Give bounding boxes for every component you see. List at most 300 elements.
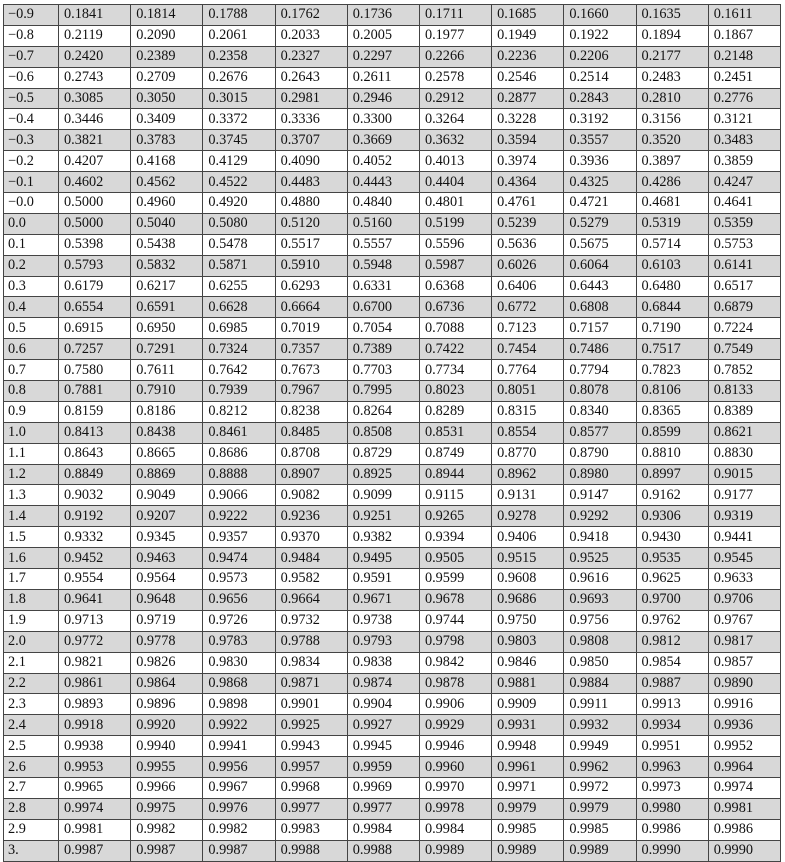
probability-cell: 0.7764 — [492, 360, 564, 381]
probability-cell: 0.2090 — [131, 25, 203, 46]
probability-cell: 0.9803 — [492, 631, 564, 652]
probability-cell: 0.9793 — [347, 631, 419, 652]
z-value-cell: 3. — [4, 840, 59, 861]
probability-cell: 0.9430 — [636, 527, 708, 548]
z-value-cell: 2.1 — [4, 652, 59, 673]
z-value-cell: 2.9 — [4, 819, 59, 840]
probability-cell: 0.9656 — [203, 589, 275, 610]
probability-cell: 0.7910 — [131, 381, 203, 402]
probability-cell: 0.9965 — [59, 777, 131, 798]
probability-cell: 0.9878 — [419, 673, 491, 694]
probability-cell: 0.6628 — [203, 297, 275, 318]
probability-cell: 0.3897 — [636, 151, 708, 172]
z-value-cell: 0.1 — [4, 234, 59, 255]
probability-cell: 0.9788 — [275, 631, 347, 652]
probability-cell: 0.5160 — [347, 213, 419, 234]
z-value-cell: 1.5 — [4, 527, 59, 548]
z-value-cell: 2.6 — [4, 757, 59, 778]
probability-cell: 0.9909 — [492, 694, 564, 715]
probability-cell: 0.9988 — [275, 840, 347, 861]
probability-cell: 0.9817 — [708, 631, 780, 652]
z-value-cell: 0.6 — [4, 339, 59, 360]
probability-cell: 0.3557 — [564, 130, 636, 151]
table-row — [4, 464, 781, 485]
probability-cell: 0.9980 — [636, 798, 708, 819]
probability-cell: 0.9936 — [708, 715, 780, 736]
probability-cell: 0.9971 — [492, 777, 564, 798]
probability-cell: 0.9881 — [492, 673, 564, 694]
z-value-cell: 1.3 — [4, 485, 59, 506]
probability-cell: 0.7291 — [131, 339, 203, 360]
probability-cell: 0.9934 — [636, 715, 708, 736]
probability-cell: 0.4880 — [275, 193, 347, 214]
probability-cell: 0.1660 — [564, 5, 636, 26]
probability-cell: 0.9082 — [275, 485, 347, 506]
probability-cell: 0.2776 — [708, 88, 780, 109]
probability-cell: 0.1711 — [419, 5, 491, 26]
probability-cell: 0.9979 — [492, 798, 564, 819]
z-value-cell: −0.5 — [4, 88, 59, 109]
probability-cell: 0.1977 — [419, 25, 491, 46]
probability-cell: 0.9988 — [347, 840, 419, 861]
probability-cell: 0.9916 — [708, 694, 780, 715]
table-row — [4, 527, 781, 548]
probability-cell: 0.5910 — [275, 255, 347, 276]
probability-cell: 0.6331 — [347, 276, 419, 297]
probability-cell: 0.4840 — [347, 193, 419, 214]
table-row — [4, 777, 781, 798]
probability-cell: 0.9525 — [564, 548, 636, 569]
probability-cell: 0.5478 — [203, 234, 275, 255]
probability-cell: 0.8643 — [59, 443, 131, 464]
table-row — [4, 46, 781, 67]
table-row — [4, 485, 781, 506]
probability-cell: 0.6915 — [59, 318, 131, 339]
probability-cell: 0.9762 — [636, 610, 708, 631]
probability-cell: 0.3192 — [564, 109, 636, 130]
z-value-cell: 1.8 — [4, 589, 59, 610]
probability-cell: 0.8531 — [419, 422, 491, 443]
probability-cell: 0.4641 — [708, 193, 780, 214]
probability-cell: 0.9251 — [347, 506, 419, 527]
probability-cell: 0.9821 — [59, 652, 131, 673]
probability-cell: 0.9977 — [347, 798, 419, 819]
probability-cell: 0.9976 — [203, 798, 275, 819]
probability-cell: 0.9893 — [59, 694, 131, 715]
probability-cell: 0.9932 — [564, 715, 636, 736]
probability-cell: 0.6808 — [564, 297, 636, 318]
probability-cell: 0.5714 — [636, 234, 708, 255]
probability-cell: 0.9772 — [59, 631, 131, 652]
probability-cell: 0.9686 — [492, 589, 564, 610]
probability-cell: 0.6736 — [419, 297, 491, 318]
probability-cell: 0.4207 — [59, 151, 131, 172]
probability-cell: 0.4761 — [492, 193, 564, 214]
table-row — [4, 589, 781, 610]
probability-cell: 0.9207 — [131, 506, 203, 527]
probability-cell: 0.6517 — [708, 276, 780, 297]
probability-cell: 0.5319 — [636, 213, 708, 234]
probability-cell: 0.1949 — [492, 25, 564, 46]
probability-cell: 0.9969 — [347, 777, 419, 798]
probability-cell: 0.9953 — [59, 757, 131, 778]
probability-cell: 0.9955 — [131, 757, 203, 778]
table-row — [4, 610, 781, 631]
probability-cell: 0.9929 — [419, 715, 491, 736]
probability-cell: 0.2483 — [636, 67, 708, 88]
probability-cell: 0.5987 — [419, 255, 491, 276]
probability-cell: 0.1685 — [492, 5, 564, 26]
probability-cell: 0.2676 — [203, 67, 275, 88]
table-body — [4, 5, 781, 862]
probability-cell: 0.9463 — [131, 548, 203, 569]
probability-cell: 0.7823 — [636, 360, 708, 381]
probability-cell: 0.5636 — [492, 234, 564, 255]
probability-cell: 0.9545 — [708, 548, 780, 569]
table-row — [4, 443, 781, 464]
probability-cell: 0.9987 — [203, 840, 275, 861]
z-value-cell: 2.3 — [4, 694, 59, 715]
probability-cell: 0.9591 — [347, 569, 419, 590]
table-row — [4, 151, 781, 172]
probability-cell: 0.6772 — [492, 297, 564, 318]
probability-cell: 0.9884 — [564, 673, 636, 694]
probability-cell: 0.7088 — [419, 318, 491, 339]
probability-cell: 0.8461 — [203, 422, 275, 443]
probability-cell: 0.9864 — [131, 673, 203, 694]
z-value-cell: 0.8 — [4, 381, 59, 402]
probability-cell: 0.8770 — [492, 443, 564, 464]
probability-cell: 0.6026 — [492, 255, 564, 276]
probability-cell: 0.7357 — [275, 339, 347, 360]
probability-cell: 0.9868 — [203, 673, 275, 694]
probability-cell: 0.5438 — [131, 234, 203, 255]
probability-cell: 0.7190 — [636, 318, 708, 339]
probability-cell: 0.7422 — [419, 339, 491, 360]
probability-cell: 0.9962 — [564, 757, 636, 778]
probability-cell: 0.9978 — [419, 798, 491, 819]
probability-cell: 0.9505 — [419, 548, 491, 569]
probability-cell: 0.9981 — [708, 798, 780, 819]
probability-cell: 0.1867 — [708, 25, 780, 46]
probability-cell: 0.9951 — [636, 736, 708, 757]
probability-cell: 0.9922 — [203, 715, 275, 736]
probability-cell: 0.9874 — [347, 673, 419, 694]
probability-cell: 0.9515 — [492, 548, 564, 569]
probability-cell: 0.5000 — [59, 213, 131, 234]
probability-cell: 0.8186 — [131, 401, 203, 422]
probability-cell: 0.7881 — [59, 381, 131, 402]
table-row — [4, 569, 781, 590]
probability-cell: 0.9904 — [347, 694, 419, 715]
probability-cell: 0.8485 — [275, 422, 347, 443]
table-row — [4, 673, 781, 694]
probability-cell: 0.8997 — [636, 464, 708, 485]
probability-cell: 0.6141 — [708, 255, 780, 276]
probability-cell: 0.9418 — [564, 527, 636, 548]
z-value-cell: 1.7 — [4, 569, 59, 590]
probability-cell: 0.9783 — [203, 631, 275, 652]
probability-cell: 0.8340 — [564, 401, 636, 422]
probability-cell: 0.9964 — [708, 757, 780, 778]
probability-cell: 0.1762 — [275, 5, 347, 26]
probability-cell: 0.9979 — [564, 798, 636, 819]
probability-cell: 0.9896 — [131, 694, 203, 715]
probability-cell: 0.7224 — [708, 318, 780, 339]
probability-cell: 0.7054 — [347, 318, 419, 339]
probability-cell: 0.7734 — [419, 360, 491, 381]
probability-cell: 0.9744 — [419, 610, 491, 631]
probability-cell: 0.9564 — [131, 569, 203, 590]
probability-cell: 0.9147 — [564, 485, 636, 506]
probability-cell: 0.9967 — [203, 777, 275, 798]
probability-cell: 0.9982 — [203, 819, 275, 840]
probability-cell: 0.9984 — [419, 819, 491, 840]
probability-cell: 0.9162 — [636, 485, 708, 506]
probability-cell: 0.2358 — [203, 46, 275, 67]
z-value-cell: −0.6 — [4, 67, 59, 88]
z-value-cell: −0.4 — [4, 109, 59, 130]
probability-cell: 0.9898 — [203, 694, 275, 715]
probability-cell: 0.6985 — [203, 318, 275, 339]
probability-cell: 0.9990 — [708, 840, 780, 861]
probability-cell: 0.6554 — [59, 297, 131, 318]
probability-cell: 0.4129 — [203, 151, 275, 172]
probability-cell: 0.6103 — [636, 255, 708, 276]
table-row — [4, 234, 781, 255]
probability-cell: 0.9345 — [131, 527, 203, 548]
z-value-cell: 0.5 — [4, 318, 59, 339]
probability-cell: 0.3264 — [419, 109, 491, 130]
probability-cell: 0.5871 — [203, 255, 275, 276]
table-row — [4, 381, 781, 402]
probability-cell: 0.9854 — [636, 652, 708, 673]
table-row — [4, 548, 781, 569]
probability-cell: 0.6064 — [564, 255, 636, 276]
probability-cell: 0.8962 — [492, 464, 564, 485]
probability-cell: 0.8023 — [419, 381, 491, 402]
probability-cell: 0.4325 — [564, 172, 636, 193]
probability-cell: 0.6368 — [419, 276, 491, 297]
probability-cell: 0.8729 — [347, 443, 419, 464]
probability-cell: 0.9554 — [59, 569, 131, 590]
probability-cell: 0.9713 — [59, 610, 131, 631]
probability-cell: 0.3632 — [419, 130, 491, 151]
probability-cell: 0.9808 — [564, 631, 636, 652]
probability-cell: 0.8980 — [564, 464, 636, 485]
probability-cell: 0.6217 — [131, 276, 203, 297]
probability-cell: 0.7454 — [492, 339, 564, 360]
table-row — [4, 401, 781, 422]
probability-cell: 0.5753 — [708, 234, 780, 255]
z-value-cell: 2.2 — [4, 673, 59, 694]
probability-cell: 0.6179 — [59, 276, 131, 297]
z-value-cell: −0.2 — [4, 151, 59, 172]
probability-cell: 0.4681 — [636, 193, 708, 214]
table-row — [4, 422, 781, 443]
probability-cell: 0.3015 — [203, 88, 275, 109]
probability-cell: 0.9986 — [636, 819, 708, 840]
table-row — [4, 193, 781, 214]
probability-cell: 0.9946 — [419, 736, 491, 757]
probability-cell: 0.9963 — [636, 757, 708, 778]
probability-cell: 0.9956 — [203, 757, 275, 778]
probability-cell: 0.9941 — [203, 736, 275, 757]
probability-cell: 0.9236 — [275, 506, 347, 527]
probability-cell: 0.4721 — [564, 193, 636, 214]
probability-cell: 0.9985 — [492, 819, 564, 840]
z-value-cell: 0.4 — [4, 297, 59, 318]
probability-cell: 0.1894 — [636, 25, 708, 46]
probability-cell: 0.8888 — [203, 464, 275, 485]
probability-cell: 0.9981 — [59, 819, 131, 840]
probability-cell: 0.9049 — [131, 485, 203, 506]
table-row — [4, 715, 781, 736]
probability-cell: 0.7517 — [636, 339, 708, 360]
probability-cell: 0.9975 — [131, 798, 203, 819]
probability-cell: 0.4522 — [203, 172, 275, 193]
z-value-cell: 1.1 — [4, 443, 59, 464]
table-row — [4, 694, 781, 715]
probability-cell: 0.2912 — [419, 88, 491, 109]
probability-cell: 0.8238 — [275, 401, 347, 422]
probability-cell: 0.9015 — [708, 464, 780, 485]
table-row — [4, 736, 781, 757]
probability-cell: 0.8925 — [347, 464, 419, 485]
probability-cell: 0.3085 — [59, 88, 131, 109]
table-row — [4, 840, 781, 861]
probability-cell: 0.9700 — [636, 589, 708, 610]
probability-cell: 0.5120 — [275, 213, 347, 234]
probability-cell: 0.5948 — [347, 255, 419, 276]
probability-cell: 0.3974 — [492, 151, 564, 172]
table-row — [4, 67, 781, 88]
probability-cell: 0.1788 — [203, 5, 275, 26]
probability-cell: 0.3446 — [59, 109, 131, 130]
probability-cell: 0.8289 — [419, 401, 491, 422]
probability-cell: 0.5359 — [708, 213, 780, 234]
probability-cell: 0.9959 — [347, 757, 419, 778]
table-row — [4, 506, 781, 527]
probability-cell: 0.4483 — [275, 172, 347, 193]
table-row — [4, 652, 781, 673]
probability-cell: 0.9986 — [708, 819, 780, 840]
probability-cell: 0.9890 — [708, 673, 780, 694]
probability-cell: 0.2061 — [203, 25, 275, 46]
probability-cell: 0.3372 — [203, 109, 275, 130]
table-row — [4, 318, 781, 339]
probability-cell: 0.6950 — [131, 318, 203, 339]
probability-cell: 0.9982 — [131, 819, 203, 840]
probability-cell: 0.9918 — [59, 715, 131, 736]
table-row — [4, 109, 781, 130]
probability-cell: 0.2743 — [59, 67, 131, 88]
z-value-cell: 2.4 — [4, 715, 59, 736]
probability-cell: 0.2877 — [492, 88, 564, 109]
probability-cell: 0.3300 — [347, 109, 419, 130]
probability-cell: 0.9985 — [564, 819, 636, 840]
probability-cell: 0.9599 — [419, 569, 491, 590]
z-value-cell: 0.3 — [4, 276, 59, 297]
probability-cell: 0.2389 — [131, 46, 203, 67]
probability-cell: 0.5398 — [59, 234, 131, 255]
probability-cell: 0.8749 — [419, 443, 491, 464]
probability-cell: 0.5080 — [203, 213, 275, 234]
probability-cell: 0.9452 — [59, 548, 131, 569]
probability-cell: 0.8849 — [59, 464, 131, 485]
probability-cell: 0.5793 — [59, 255, 131, 276]
probability-cell: 0.9989 — [492, 840, 564, 861]
probability-cell: 0.2981 — [275, 88, 347, 109]
normal-distribution-table — [3, 4, 780, 862]
probability-cell: 0.6255 — [203, 276, 275, 297]
probability-cell: 0.9871 — [275, 673, 347, 694]
table-row — [4, 757, 781, 778]
probability-cell: 0.3669 — [347, 130, 419, 151]
probability-cell: 0.7703 — [347, 360, 419, 381]
probability-cell: 0.7580 — [59, 360, 131, 381]
probability-cell: 0.2327 — [275, 46, 347, 67]
probability-cell: 0.8133 — [708, 381, 780, 402]
probability-cell: 0.9265 — [419, 506, 491, 527]
probability-cell: 0.4247 — [708, 172, 780, 193]
probability-cell: 0.3821 — [59, 130, 131, 151]
probability-cell: 0.9961 — [492, 757, 564, 778]
probability-cell: 0.9625 — [636, 569, 708, 590]
probability-cell: 0.2843 — [564, 88, 636, 109]
z-value-cell: −0.8 — [4, 25, 59, 46]
z-value-cell: 0.0 — [4, 213, 59, 234]
probability-cell: 0.9582 — [275, 569, 347, 590]
probability-cell: 0.9987 — [59, 840, 131, 861]
probability-cell: 0.9913 — [636, 694, 708, 715]
probability-cell: 0.8907 — [275, 464, 347, 485]
probability-cell: 0.1611 — [708, 5, 780, 26]
probability-cell: 0.9927 — [347, 715, 419, 736]
probability-cell: 0.8212 — [203, 401, 275, 422]
probability-cell: 0.9838 — [347, 652, 419, 673]
probability-cell: 0.9732 — [275, 610, 347, 631]
probability-cell: 0.1635 — [636, 5, 708, 26]
probability-cell: 0.9778 — [131, 631, 203, 652]
probability-cell: 0.8869 — [131, 464, 203, 485]
probability-cell: 0.8389 — [708, 401, 780, 422]
table-row — [4, 297, 781, 318]
probability-cell: 0.9949 — [564, 736, 636, 757]
probability-cell: 0.9960 — [419, 757, 491, 778]
probability-cell: 0.9984 — [347, 819, 419, 840]
probability-cell: 0.2514 — [564, 67, 636, 88]
probability-cell: 0.6480 — [636, 276, 708, 297]
probability-cell: 0.2266 — [419, 46, 491, 67]
probability-cell: 0.4013 — [419, 151, 491, 172]
probability-cell: 0.1814 — [131, 5, 203, 26]
probability-cell: 0.7673 — [275, 360, 347, 381]
probability-cell: 0.9719 — [131, 610, 203, 631]
probability-cell: 0.9850 — [564, 652, 636, 673]
z-value-cell: 2.0 — [4, 631, 59, 652]
probability-cell: 0.4052 — [347, 151, 419, 172]
probability-cell: 0.9484 — [275, 548, 347, 569]
probability-cell: 0.5832 — [131, 255, 203, 276]
probability-cell: 0.9968 — [275, 777, 347, 798]
probability-cell: 0.9441 — [708, 527, 780, 548]
probability-cell: 0.6700 — [347, 297, 419, 318]
probability-cell: 0.6591 — [131, 297, 203, 318]
probability-cell: 0.8264 — [347, 401, 419, 422]
probability-cell: 0.9693 — [564, 589, 636, 610]
z-value-cell: 1.9 — [4, 610, 59, 631]
